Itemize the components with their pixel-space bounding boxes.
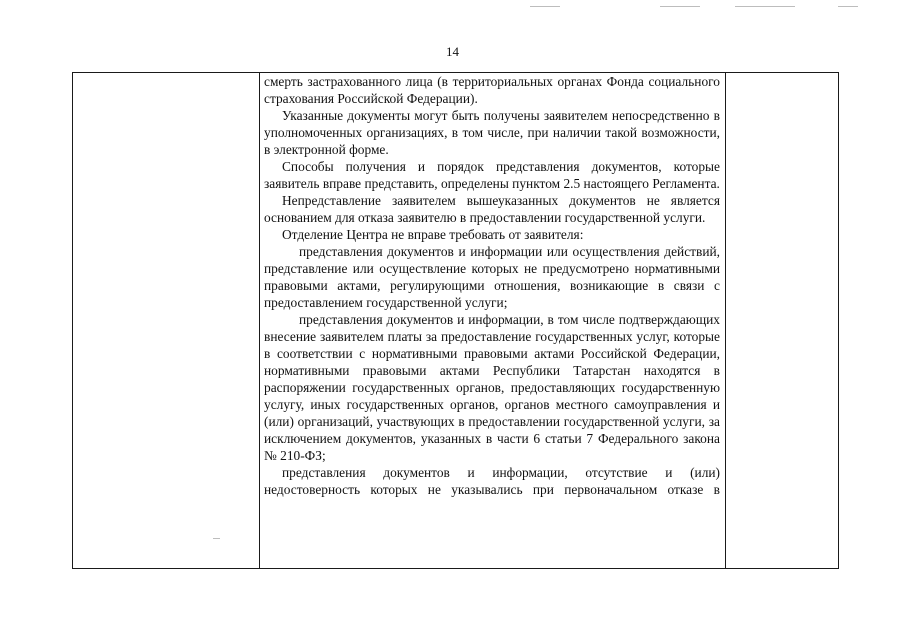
column-divider-left (259, 73, 260, 568)
scan-speck (213, 538, 220, 539)
page-number: 14 (446, 44, 459, 59)
scan-speck (838, 6, 858, 7)
paragraph-documents-obtained: Указанные документы могут быть получены заявителем непосредственно в уполномоченных организациях, в том числе, при наличии такой возможности, в электронной форме. (264, 108, 720, 157)
paragraph-restriction-1: представления документов и информации или осуществления действий, представление или осуществление которых не предусмотрено нормативными правовыми актами, регулирующими отношения, возникающие в связи с предоставлением государственной услуги; (264, 244, 720, 310)
paragraph-restrictions-intro: Отделение Центра не вправе требовать от заявителя: (282, 227, 584, 242)
paragraph-continuation: смерть застрахованного лица (в территориальных органах Фонда социального страхования Российской Федерации). (264, 74, 720, 106)
paragraph-submission-methods: Способы получения и порядок представления документов, которые заявитель вправе представить, определены пунктом 2.5 настоящего Регламента. (264, 159, 720, 191)
column-divider-right (725, 73, 726, 568)
text-cell (264, 73, 720, 568)
scan-speck (660, 6, 700, 7)
paragraph-restriction-2: представления документов и информации, в том числе подтверждающих внесение заявителем платы за предоставление государственных услуг, которые в соответствии с нормативными правовыми актами Российской Федерации, нормативными правовыми актами Республики Татарстан находятся в распоряжении государственных органов, предоставляющих государственную услугу, иных государственных органов, органов местного самоуправления и (или) организаций, участвующих в предоставлении государственной услуги, за исключением документов, указанных в части 6 статьи 7 Федерального закона № 210-ФЗ; (264, 312, 720, 463)
scan-speck (530, 6, 560, 7)
paragraph-restriction-3: представления документов и информации, отсутствие и (или) недостоверность которых не указывались при первоначальном отказе в (264, 465, 720, 497)
paragraph-non-submission: Непредставление заявителем вышеуказанных документов не является основанием для отказа заявителю в предоставлении государственной услуги. (264, 193, 720, 225)
scan-speck (735, 6, 795, 7)
document-table (72, 72, 839, 569)
